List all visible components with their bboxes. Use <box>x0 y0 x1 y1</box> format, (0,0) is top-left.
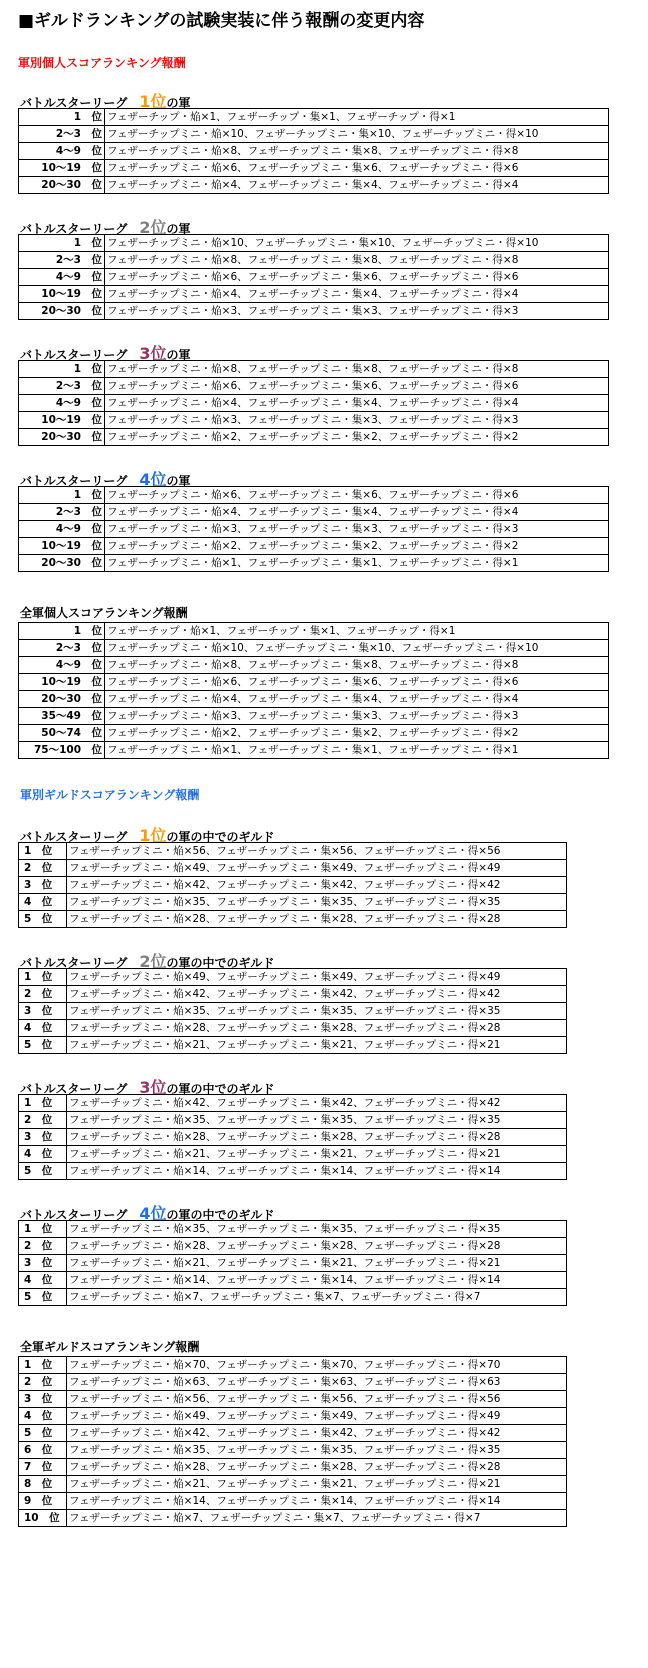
table-row <box>19 538 609 555</box>
reward-cell: フェザーチップミニ・焔×70、フェザーチップミニ・集×70、フェザーチップミニ・得×70 <box>67 1357 567 1374</box>
table-row <box>19 1476 567 1493</box>
reward-cell: フェザーチップミニ・焔×14、フェザーチップミニ・集×14、フェザーチップミニ・得×14 <box>67 1493 567 1510</box>
reward-cell: フェザーチップミニ・焔×35、フェザーチップミニ・集×35、フェザーチップミニ・得×35 <box>67 1112 567 1129</box>
rank-cell: 20～30 位 <box>19 303 105 320</box>
rank-cell: 1 位 <box>19 1095 67 1112</box>
rank-cell: 3 位 <box>19 1129 67 1146</box>
rank-cell: 3 位 <box>19 1391 67 1408</box>
rank-cell: 8 位 <box>19 1476 67 1493</box>
reward-table <box>18 108 609 194</box>
reward-cell: フェザーチップミニ・焔×7、フェザーチップミニ・集×7、フェザーチップミニ・得×7 <box>67 1510 567 1527</box>
group-suffix: の軍 <box>166 222 191 236</box>
table-row <box>19 1146 567 1163</box>
reward-cell: フェザーチップミニ・焔×42、フェザーチップミニ・集×42、フェザーチップミニ・得×42 <box>67 1095 567 1112</box>
table-row <box>19 623 609 640</box>
rank-cell: 4～9 位 <box>19 657 105 674</box>
rank-cell: 2 位 <box>19 860 67 877</box>
rank-cell: 20～30 位 <box>19 691 105 708</box>
rank-cell: 4 位 <box>19 1020 67 1037</box>
section-heading: 全軍ギルドスコアランキング報酬 <box>20 1340 200 1354</box>
rank-cell: 5 位 <box>19 1289 67 1306</box>
reward-cell: フェザーチップミニ・焔×35、フェザーチップミニ・集×35、フェザーチップミニ・得×35 <box>67 1003 567 1020</box>
reward-cell: フェザーチップミニ・焔×42、フェザーチップミニ・集×42、フェザーチップミニ・得×42 <box>67 877 567 894</box>
reward-cell: フェザーチップミニ・焔×7、フェザーチップミニ・集×7、フェザーチップミニ・得×7 <box>67 1289 567 1306</box>
league-label: バトルスターリーグ <box>20 956 140 970</box>
rank-cell: 1 位 <box>19 623 105 640</box>
reward-cell: フェザーチップミニ・焔×3、フェザーチップミニ・集×3、フェザーチップミニ・得×3 <box>105 303 609 320</box>
rank-cell: 2 位 <box>19 1374 67 1391</box>
reward-cell: フェザーチップミニ・焔×2、フェザーチップミニ・集×2、フェザーチップミニ・得×2 <box>105 429 609 446</box>
place-label: 3位 <box>139 1078 167 1097</box>
table-row <box>19 742 609 759</box>
rank-cell: 4 位 <box>19 1146 67 1163</box>
rank-cell: 20～30 位 <box>19 177 105 194</box>
reward-cell: フェザーチップミニ・焔×3、フェザーチップミニ・集×3、フェザーチップミニ・得×3 <box>105 708 609 725</box>
reward-table <box>18 486 609 572</box>
rank-cell: 1 位 <box>19 1221 67 1238</box>
rank-cell: 35～49 位 <box>19 708 105 725</box>
reward-cell: フェザーチップミニ・焔×21、フェザーチップミニ・集×21、フェザーチップミニ・得×21 <box>67 1146 567 1163</box>
rank-cell: 10 位 <box>19 1510 67 1527</box>
reward-cell: フェザーチップ・焔×1、フェザーチップ・集×1、フェザーチップ・得×1 <box>105 109 609 126</box>
rank-cell: 2 位 <box>19 1112 67 1129</box>
rank-cell: 3 位 <box>19 1255 67 1272</box>
table-row <box>19 143 609 160</box>
reward-cell: フェザーチップミニ・焔×4、フェザーチップミニ・集×4、フェザーチップミニ・得×4 <box>105 286 609 303</box>
table-row <box>19 1020 567 1037</box>
rank-cell: 9 位 <box>19 1493 67 1510</box>
table-row <box>19 877 567 894</box>
reward-table <box>18 1094 567 1180</box>
reward-cell: フェザーチップミニ・焔×28、フェザーチップミニ・集×28、フェザーチップミニ・得×28 <box>67 1238 567 1255</box>
table-row <box>19 1221 567 1238</box>
reward-cell: フェザーチップミニ・焔×8、フェザーチップミニ・集×8、フェザーチップミニ・得×8 <box>105 252 609 269</box>
rank-cell: 1 位 <box>19 487 105 504</box>
rank-cell: 3 位 <box>19 877 67 894</box>
reward-cell: フェザーチップミニ・焔×3、フェザーチップミニ・集×3、フェザーチップミニ・得×3 <box>105 412 609 429</box>
table-row <box>19 1459 567 1476</box>
table-row <box>19 1255 567 1272</box>
reward-cell: フェザーチップミニ・焔×49、フェザーチップミニ・集×49、フェザーチップミニ・得×49 <box>67 860 567 877</box>
table-row <box>19 674 609 691</box>
reward-cell: フェザーチップミニ・焔×3、フェザーチップミニ・集×3、フェザーチップミニ・得×3 <box>105 521 609 538</box>
table-row <box>19 504 609 521</box>
table-row <box>19 708 609 725</box>
table-row <box>19 1238 567 1255</box>
table-row <box>19 1272 567 1289</box>
rank-cell: 3 位 <box>19 1003 67 1020</box>
table-row <box>19 177 609 194</box>
table-row <box>19 894 567 911</box>
reward-cell: フェザーチップミニ・焔×21、フェザーチップミニ・集×21、フェザーチップミニ・得×21 <box>67 1255 567 1272</box>
rank-cell: 4 位 <box>19 1272 67 1289</box>
reward-cell: フェザーチップミニ・焔×6、フェザーチップミニ・集×6、フェザーチップミニ・得×6 <box>105 160 609 177</box>
table-row <box>19 303 609 320</box>
table-row <box>19 1003 567 1020</box>
reward-cell: フェザーチップミニ・焔×1、フェザーチップミニ・集×1、フェザーチップミニ・得×1 <box>105 742 609 759</box>
place-label: 1位 <box>139 826 167 845</box>
reward-cell: フェザーチップミニ・焔×10、フェザーチップミニ・集×10、フェザーチップミニ・得×10 <box>105 235 609 252</box>
reward-cell: フェザーチップミニ・焔×35、フェザーチップミニ・集×35、フェザーチップミニ・得×35 <box>67 1442 567 1459</box>
reward-cell: フェザーチップミニ・焔×14、フェザーチップミニ・集×14、フェザーチップミニ・得×14 <box>67 1163 567 1180</box>
rank-cell: 2 位 <box>19 1238 67 1255</box>
rank-cell: 20～30 位 <box>19 429 105 446</box>
table-row <box>19 1112 567 1129</box>
rank-cell: 2～3 位 <box>19 504 105 521</box>
reward-cell: フェザーチップミニ・焔×2、フェザーチップミニ・集×2、フェザーチップミニ・得×2 <box>105 538 609 555</box>
table-row <box>19 1163 567 1180</box>
rank-cell: 1 位 <box>19 235 105 252</box>
table-row <box>19 1374 567 1391</box>
reward-cell: フェザーチップミニ・焔×56、フェザーチップミニ・集×56、フェザーチップミニ・得×56 <box>67 1391 567 1408</box>
reward-table <box>18 1356 567 1527</box>
table-row <box>19 1037 567 1054</box>
reward-cell: フェザーチップミニ・焔×49、フェザーチップミニ・集×49、フェザーチップミニ・得×49 <box>67 1408 567 1425</box>
reward-cell: フェザーチップミニ・焔×8、フェザーチップミニ・集×8、フェザーチップミニ・得×8 <box>105 143 609 160</box>
rank-cell: 1 位 <box>19 843 67 860</box>
rank-cell: 75～100 位 <box>19 742 105 759</box>
rank-cell: 2～3 位 <box>19 378 105 395</box>
section-heading: 全軍個人スコアランキング報酬 <box>20 606 188 620</box>
reward-cell: フェザーチップ・焔×1、フェザーチップ・集×1、フェザーチップ・得×1 <box>105 623 609 640</box>
rank-cell: 2～3 位 <box>19 640 105 657</box>
reward-cell: フェザーチップミニ・焔×21、フェザーチップミニ・集×21、フェザーチップミニ・得×21 <box>67 1037 567 1054</box>
rank-cell: 4～9 位 <box>19 269 105 286</box>
reward-cell: フェザーチップミニ・焔×1、フェザーチップミニ・集×1、フェザーチップミニ・得×1 <box>105 555 609 572</box>
table-row <box>19 640 609 657</box>
reward-cell: フェザーチップミニ・焔×42、フェザーチップミニ・集×42、フェザーチップミニ・得×42 <box>67 1425 567 1442</box>
table-row <box>19 286 609 303</box>
rank-cell: 10～19 位 <box>19 674 105 691</box>
rank-cell: 10～19 位 <box>19 160 105 177</box>
reward-cell: フェザーチップミニ・焔×28、フェザーチップミニ・集×28、フェザーチップミニ・得×28 <box>67 1020 567 1037</box>
rank-cell: 6 位 <box>19 1442 67 1459</box>
reward-cell: フェザーチップミニ・焔×4、フェザーチップミニ・集×4、フェザーチップミニ・得×4 <box>105 395 609 412</box>
reward-table <box>18 968 567 1054</box>
table-row <box>19 1493 567 1510</box>
reward-cell: フェザーチップミニ・焔×8、フェザーチップミニ・集×8、フェザーチップミニ・得×8 <box>105 361 609 378</box>
rank-cell: 4～9 位 <box>19 395 105 412</box>
reward-cell: フェザーチップミニ・焔×63、フェザーチップミニ・集×63、フェザーチップミニ・得×63 <box>67 1374 567 1391</box>
table-row <box>19 969 567 986</box>
league-label: バトルスターリーグ <box>20 1082 140 1096</box>
rank-cell: 1 位 <box>19 1357 67 1374</box>
table-row <box>19 235 609 252</box>
table-row <box>19 395 609 412</box>
place-label: 2位 <box>139 218 167 237</box>
table-row <box>19 269 609 286</box>
rank-cell: 1 位 <box>19 109 105 126</box>
table-row <box>19 361 609 378</box>
rank-cell: 5 位 <box>19 1425 67 1442</box>
reward-cell: フェザーチップミニ・焔×56、フェザーチップミニ・集×56、フェザーチップミニ・得×56 <box>67 843 567 860</box>
group-suffix: の軍 <box>166 348 191 362</box>
table-row <box>19 109 609 126</box>
rank-cell: 1 位 <box>19 361 105 378</box>
group-suffix: の軍の中でのギルド <box>166 830 275 844</box>
rank-cell: 2～3 位 <box>19 252 105 269</box>
reward-cell: フェザーチップミニ・焔×6、フェザーチップミニ・集×6、フェザーチップミニ・得×6 <box>105 487 609 504</box>
reward-cell: フェザーチップミニ・焔×35、フェザーチップミニ・集×35、フェザーチップミニ・得×35 <box>67 894 567 911</box>
reward-table <box>18 1220 567 1306</box>
reward-cell: フェザーチップミニ・焔×8、フェザーチップミニ・集×8、フェザーチップミニ・得×8 <box>105 657 609 674</box>
table-row <box>19 691 609 708</box>
table-row <box>19 412 609 429</box>
reward-cell: フェザーチップミニ・焔×28、フェザーチップミニ・集×28、フェザーチップミニ・得×28 <box>67 1459 567 1476</box>
page-title: ■ギルドランキングの試験実装に伴う報酬の変更内容 <box>18 11 425 31</box>
table-row <box>19 1510 567 1527</box>
rank-cell: 20～30 位 <box>19 555 105 572</box>
table-row <box>19 252 609 269</box>
group-suffix: の軍の中でのギルド <box>166 1082 275 1096</box>
league-label: バトルスターリーグ <box>20 474 140 488</box>
table-row <box>19 429 609 446</box>
table-row <box>19 843 567 860</box>
reward-table <box>18 622 609 759</box>
table-row <box>19 521 609 538</box>
table-row <box>19 378 609 395</box>
reward-cell: フェザーチップミニ・焔×6、フェザーチップミニ・集×6、フェザーチップミニ・得×6 <box>105 269 609 286</box>
place-label: 2位 <box>139 952 167 971</box>
place-label: 3位 <box>139 344 167 363</box>
group-suffix: の軍の中でのギルド <box>166 1208 275 1222</box>
table-row <box>19 487 609 504</box>
reward-cell: フェザーチップミニ・焔×4、フェザーチップミニ・集×4、フェザーチップミニ・得×4 <box>105 177 609 194</box>
section-heading: 軍別ギルドスコアランキング報酬 <box>20 788 200 802</box>
reward-cell: フェザーチップミニ・焔×14、フェザーチップミニ・集×14、フェザーチップミニ・得×14 <box>67 1272 567 1289</box>
rank-cell: 4 位 <box>19 1408 67 1425</box>
reward-cell: フェザーチップミニ・焔×42、フェザーチップミニ・集×42、フェザーチップミニ・得×42 <box>67 986 567 1003</box>
table-row <box>19 1129 567 1146</box>
rank-cell: 5 位 <box>19 911 67 928</box>
reward-cell: フェザーチップミニ・焔×10、フェザーチップミニ・集×10、フェザーチップミニ・得×10 <box>105 640 609 657</box>
reward-cell: フェザーチップミニ・焔×35、フェザーチップミニ・集×35、フェザーチップミニ・得×35 <box>67 1221 567 1238</box>
rank-cell: 4～9 位 <box>19 143 105 160</box>
place-label: 1位 <box>139 92 167 111</box>
reward-table <box>18 360 609 446</box>
rank-cell: 10～19 位 <box>19 538 105 555</box>
league-label: バトルスターリーグ <box>20 222 140 236</box>
table-row <box>19 860 567 877</box>
table-row <box>19 1425 567 1442</box>
rank-cell: 50～74 位 <box>19 725 105 742</box>
rank-cell: 2～3 位 <box>19 126 105 143</box>
rank-cell: 10～19 位 <box>19 286 105 303</box>
rank-cell: 4～9 位 <box>19 521 105 538</box>
place-label: 4位 <box>139 470 167 489</box>
table-row <box>19 1391 567 1408</box>
rank-cell: 2 位 <box>19 986 67 1003</box>
reward-table <box>18 234 609 320</box>
league-label: バトルスターリーグ <box>20 96 140 110</box>
reward-cell: フェザーチップミニ・焔×10、フェザーチップミニ・集×10、フェザーチップミニ・得×10 <box>105 126 609 143</box>
rank-cell: 5 位 <box>19 1037 67 1054</box>
table-row <box>19 1289 567 1306</box>
table-row <box>19 911 567 928</box>
group-suffix: の軍の中でのギルド <box>166 956 275 970</box>
reward-cell: フェザーチップミニ・焔×49、フェザーチップミニ・集×49、フェザーチップミニ・得×49 <box>67 969 567 986</box>
league-label: バトルスターリーグ <box>20 1208 140 1222</box>
reward-cell: フェザーチップミニ・焔×4、フェザーチップミニ・集×4、フェザーチップミニ・得×4 <box>105 691 609 708</box>
rank-cell: 10～19 位 <box>19 412 105 429</box>
table-row <box>19 725 609 742</box>
rank-cell: 7 位 <box>19 1459 67 1476</box>
league-label: バトルスターリーグ <box>20 348 140 362</box>
league-label: バトルスターリーグ <box>20 830 140 844</box>
group-suffix: の軍 <box>166 474 191 488</box>
rank-cell: 4 位 <box>19 894 67 911</box>
reward-cell: フェザーチップミニ・焔×4、フェザーチップミニ・集×4、フェザーチップミニ・得×4 <box>105 504 609 521</box>
table-row <box>19 1095 567 1112</box>
table-row <box>19 126 609 143</box>
reward-cell: フェザーチップミニ・焔×21、フェザーチップミニ・集×21、フェザーチップミニ・得×21 <box>67 1476 567 1493</box>
table-row <box>19 986 567 1003</box>
reward-cell: フェザーチップミニ・焔×6、フェザーチップミニ・集×6、フェザーチップミニ・得×6 <box>105 378 609 395</box>
reward-cell: フェザーチップミニ・焔×28、フェザーチップミニ・集×28、フェザーチップミニ・得×28 <box>67 1129 567 1146</box>
table-row <box>19 1357 567 1374</box>
place-label: 4位 <box>139 1204 167 1223</box>
reward-cell: フェザーチップミニ・焔×2、フェザーチップミニ・集×2、フェザーチップミニ・得×2 <box>105 725 609 742</box>
reward-cell: フェザーチップミニ・焔×6、フェザーチップミニ・集×6、フェザーチップミニ・得×6 <box>105 674 609 691</box>
table-row <box>19 1408 567 1425</box>
reward-cell: フェザーチップミニ・焔×28、フェザーチップミニ・集×28、フェザーチップミニ・得×28 <box>67 911 567 928</box>
table-row <box>19 657 609 674</box>
rank-cell: 1 位 <box>19 969 67 986</box>
rank-cell: 5 位 <box>19 1163 67 1180</box>
table-row <box>19 555 609 572</box>
section-heading: 軍別個人スコアランキング報酬 <box>18 56 186 70</box>
table-row <box>19 160 609 177</box>
table-row <box>19 1442 567 1459</box>
group-suffix: の軍 <box>166 96 191 110</box>
reward-table <box>18 842 567 928</box>
